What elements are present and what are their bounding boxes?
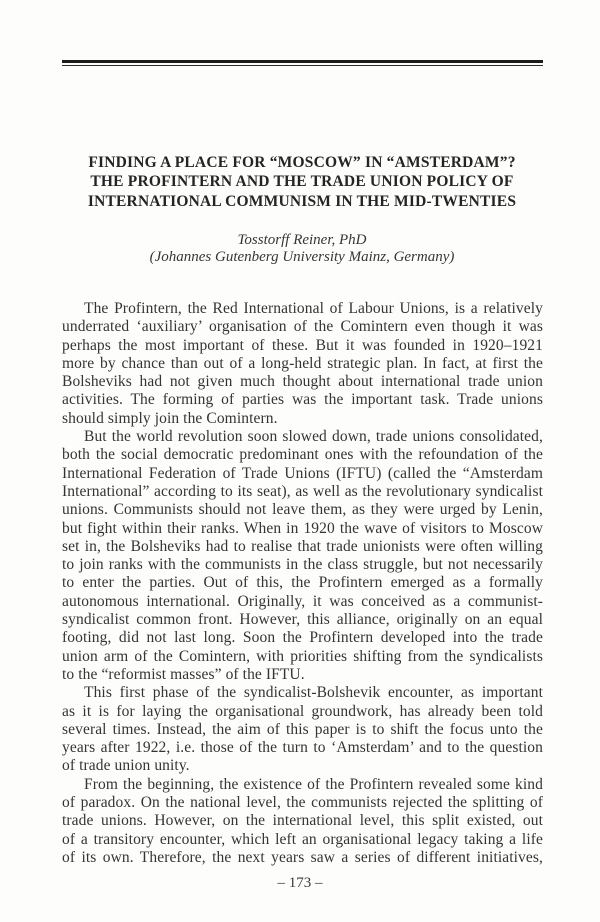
text-line: union arm of the Comintern, with priorities shifting from the syndicalists xyxy=(62,647,543,665)
text-line: of a transitory encounter, which left an organisational legacy taking a life xyxy=(62,830,543,848)
rule-thick-line xyxy=(62,60,543,63)
text-line: should simply join the Comintern. xyxy=(62,409,278,427)
header-double-rule xyxy=(62,60,543,66)
text-line: to the “reformist masses” of the IFTU. xyxy=(62,665,305,683)
text-line: as it is for laying the organisational groundwork, has already been told xyxy=(62,702,543,720)
author-name: Tosstorff Reiner, PhD xyxy=(237,232,367,248)
text-line: perhaps the most important of these. But it was founded in 1920–1921 xyxy=(62,336,543,354)
author-affiliation: (Johannes Gutenberg University Mainz, Germany) xyxy=(149,248,455,265)
title-line-1: FINDING A PLACE FOR “MOSCOW” IN “AMSTERDAM”? xyxy=(88,154,516,171)
text-line: activities. The forming of parties was the important task. Trade unions xyxy=(62,391,543,409)
text-line: of its own. Therefore, the next years saw a series of different initiatives, xyxy=(62,848,543,866)
paragraph-3 xyxy=(62,684,543,775)
paragraph-2 xyxy=(62,428,543,684)
text-line: International” according to its seat), as well as the revolutionary syndicalist xyxy=(62,482,543,500)
text-line: both the social democratic predominant ones with the refoundation of the xyxy=(62,446,543,464)
text-line: International Federation of Trade Unions (IFTU) (called the “Amsterdam xyxy=(62,464,543,482)
text-line: set in, the Bolsheviks had to realise that trade unionists were often willing xyxy=(62,537,543,555)
paragraph-4 xyxy=(62,776,543,867)
text-line: But the world revolution soon slowed down, trade unions consolidated, xyxy=(84,428,543,446)
text-line: syndicalist common front. However, this alliance, originally on an equal xyxy=(62,611,543,629)
paragraph-1 xyxy=(62,300,543,428)
text-line: From the beginning, the existence of the Profintern revealed some kind xyxy=(84,775,543,793)
text-line: footing, did not last long. Soon the Profintern developed into the trade xyxy=(62,629,543,647)
text-line: but fight within their ranks. When in 1920 the wave of visitors to Moscow xyxy=(62,519,543,537)
text-line: of paradox. On the national level, the communists rejected the splitting of xyxy=(62,794,543,812)
article-title xyxy=(60,153,544,211)
text-line: unions. Communists should not leave them, as they were urged by Lenin, xyxy=(62,501,543,519)
rule-thin-line xyxy=(62,65,543,66)
text-line: years after 1922, i.e. those of the turn to ‘Amsterdam’ and to the question xyxy=(62,739,543,757)
title-line-3: INTERNATIONAL COMMUNISM IN THE MID-TWENTIES xyxy=(87,192,517,210)
text-line: to join ranks with the communists in the class struggle, but not necessarily xyxy=(62,556,543,574)
text-line: trade unions. However, on the international level, this split existed, out xyxy=(62,812,543,830)
text-line: of trade union unity. xyxy=(62,757,190,775)
byline xyxy=(60,232,544,265)
title-line-2: THE PROFINTERN AND THE TRADE UNION POLICY OF xyxy=(90,173,514,191)
text-line: autonomous international. Originally, it was conceived as a communist- xyxy=(62,592,543,610)
text-line: The Profintern, the Red International of Labour Unions, is a relatively xyxy=(84,300,543,317)
page-number: – 173 – xyxy=(277,875,323,891)
article-body xyxy=(62,300,543,867)
text-line: Bolsheviks had not given much thought about international trade union xyxy=(62,373,543,391)
text-line: to enter the parties. Out of this, the Profintern emerged as a formally xyxy=(62,574,543,592)
text-line: underrated ‘auxiliary’ organisation of the Comintern even though it was xyxy=(62,318,543,336)
text-line: more by chance than out of a long-held strategic plan. In fact, at first the xyxy=(62,354,543,372)
text-line: several times. Instead, the aim of this paper is to shift the focus unto the xyxy=(62,720,543,738)
text-line: This first phase of the syndicalist-Bolshevik encounter, as important xyxy=(84,684,543,702)
